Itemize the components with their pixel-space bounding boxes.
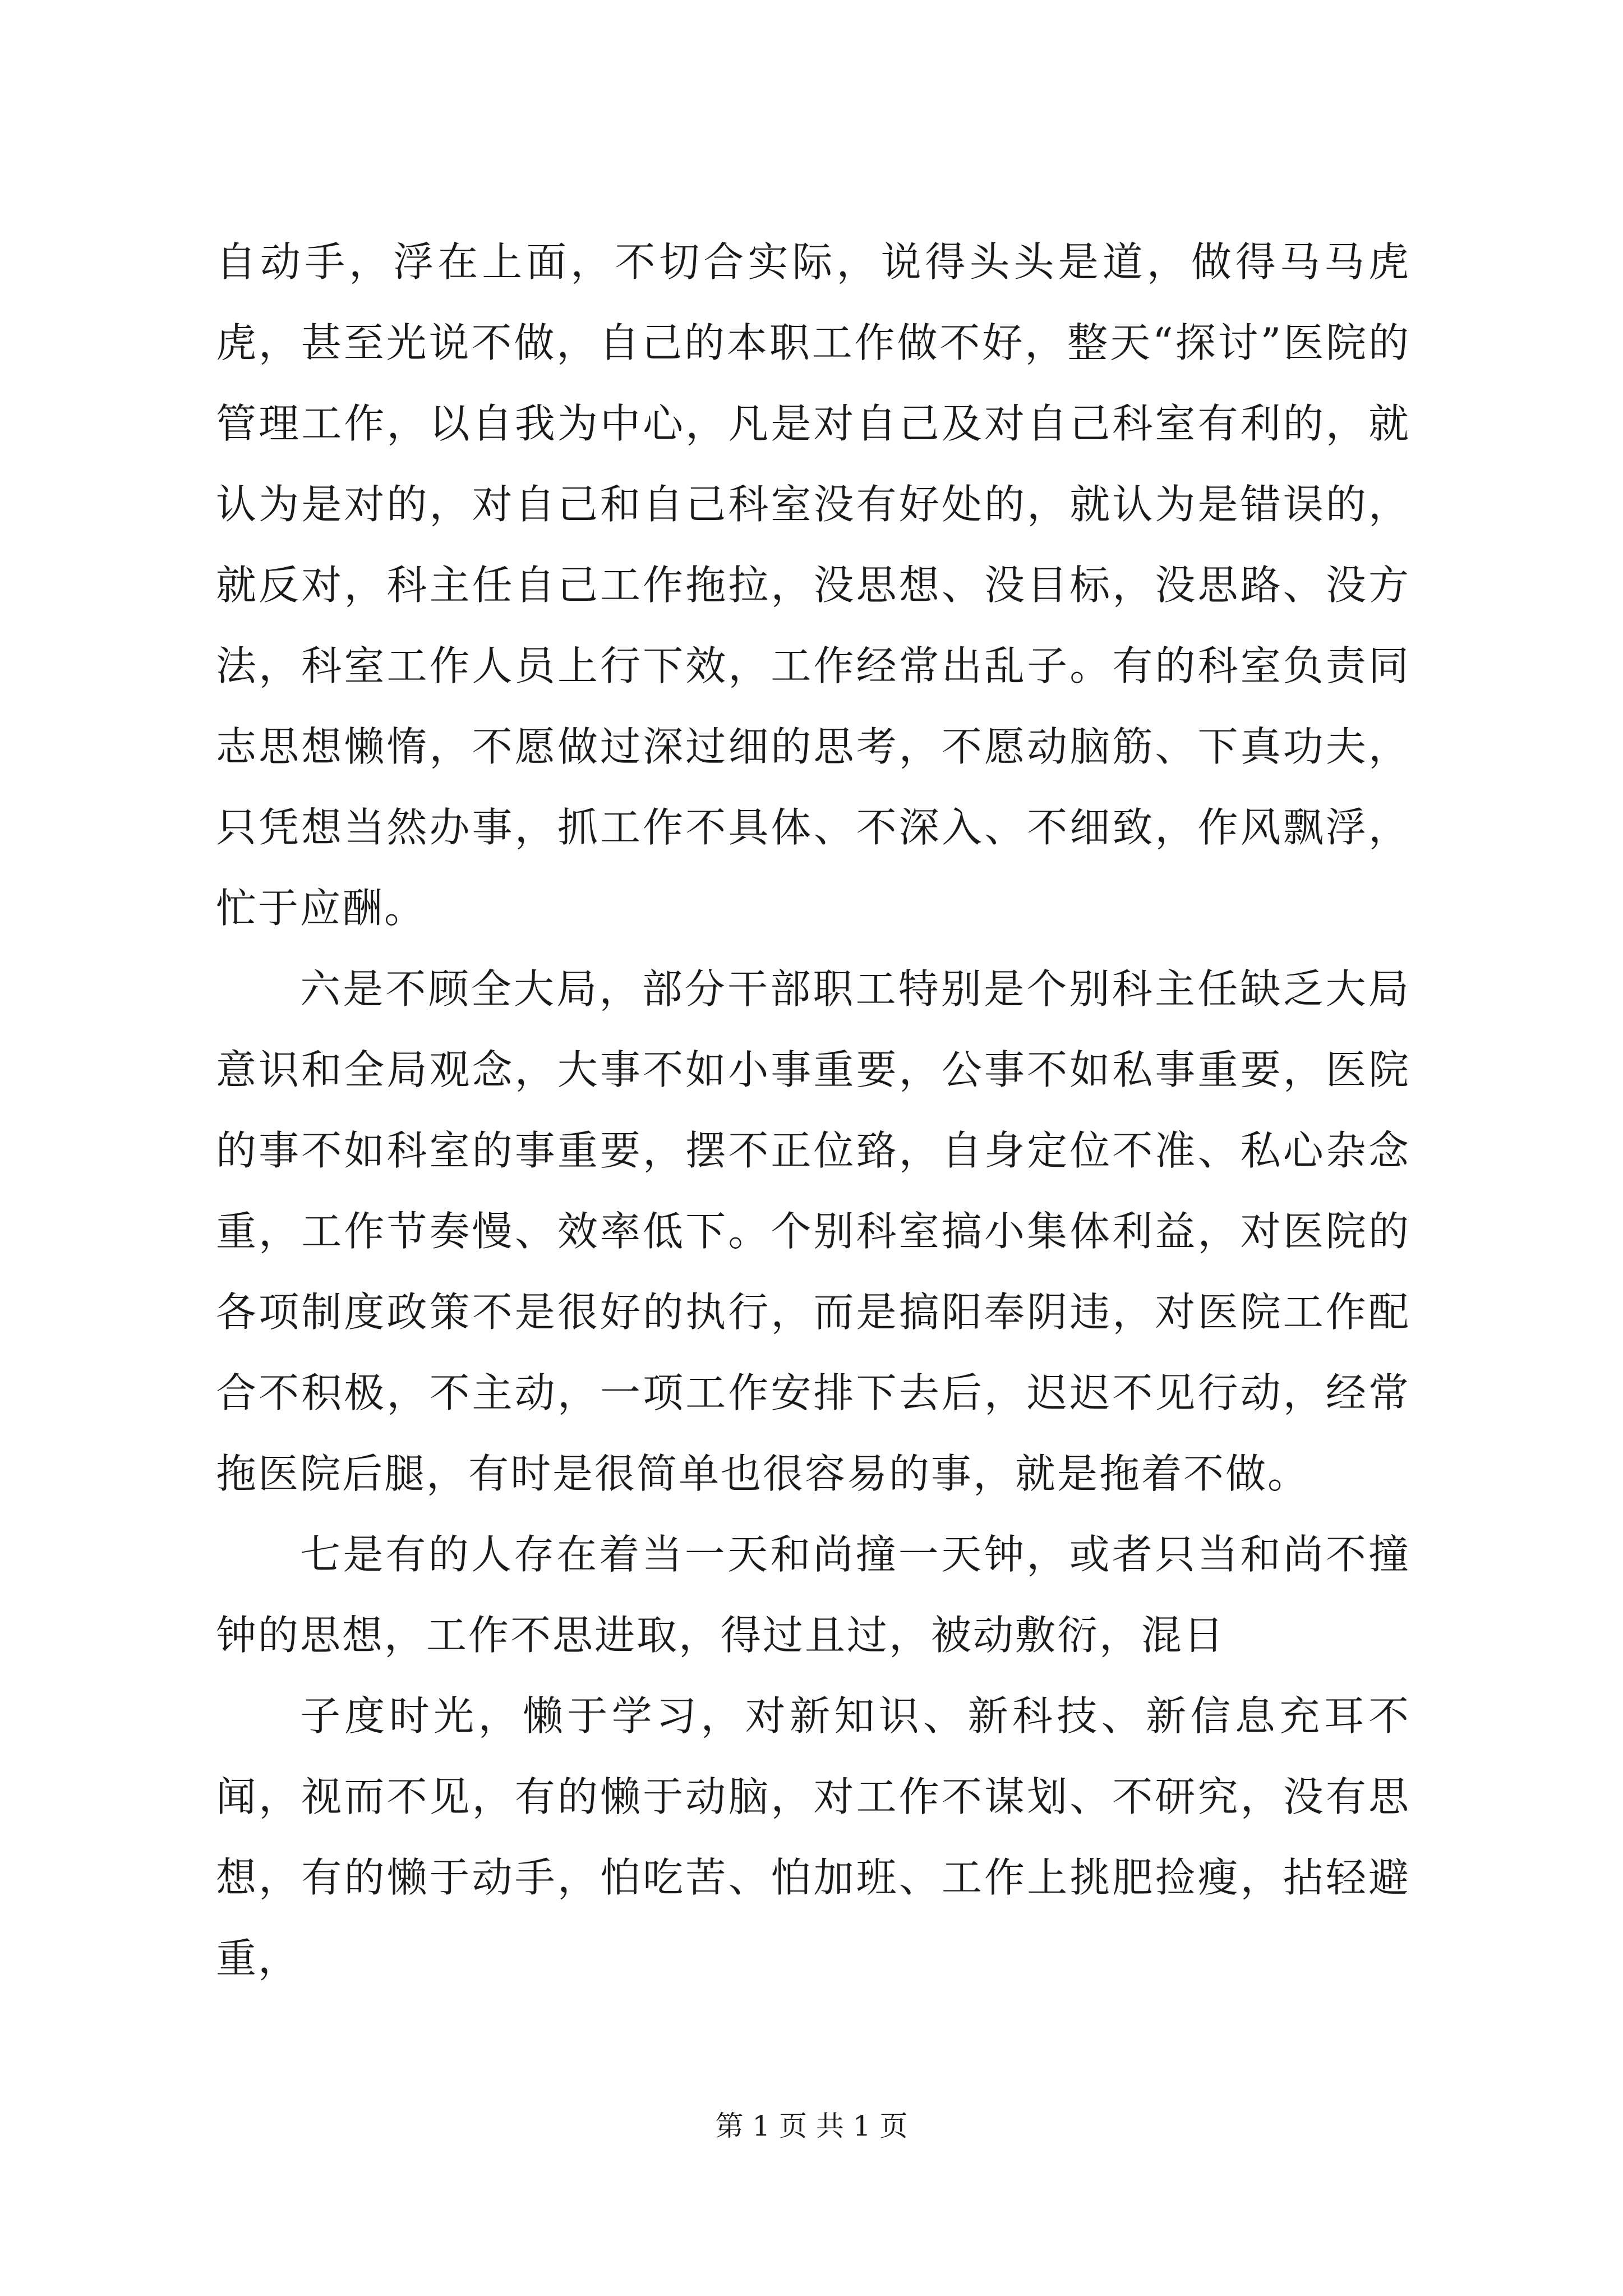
paragraph-3: 七是有的人存在着当一天和尚撞一天钟，或者只当和尚不撞钟的思想，工作不思进取，得过且过，被动敷衍，混日 bbox=[216, 1531, 1410, 1659]
paragraph-2: 六是不顾全大局，部分干部职工特别是个别科主任缺乏大局意识和全局观念，大事不如小事重要，公事不如私事重要，医院的事不如科室的事重要，摆不正位臵，自身定位不准、私心杂念重，工作节奏慢、效率低下。个别科室搞小集体利益，对医院的各项制度政策不是很好的执行，而是搞阳奉阴违，对医院工作配合不积极，不主动，一项工作安排下去后，迟迟不见行动，经常拖医院后腿，有时是很简单也很容易的事，就是拖着不做。 bbox=[216, 965, 1410, 1497]
document-body bbox=[216, 222, 1410, 1999]
page-number-footer: 第 1 页 共 1 页 bbox=[715, 2110, 908, 2142]
paragraph-4: 子度时光，懒于学习，对新知识、新科技、新信息充耳不闻，视而不见，有的懒于动脑，对工作不谋划、不研究，没有思想，有的懒于动手，怕吃苦、怕加班、工作上挑肥捡瘦，拈轻避重， bbox=[216, 1692, 1410, 1982]
paragraph-1: 自动手，浮在上面，不切合实际，说得头头是道，做得马马虎虎，甚至光说不做，自己的本职工作做不好，整天“探讨”医院的管理工作，以自我为中心，凡是对自己及对自己科室有利的，就认为是对的，对自己和自己科室没有好处的，就认为是错误的，就反对，科主任自己工作拖拉，没思想、没目标，没思路、没方法，科室工作人员上行下效，工作经常出乱子。有的科室负责同志思想懒惰，不愿做过深过细的思考，不愿动脑筋、下真功夫，只凭想当然办事，抓工作不具体、不深入、不细致，作风飘浮，忙于应酬。 bbox=[216, 238, 1410, 932]
